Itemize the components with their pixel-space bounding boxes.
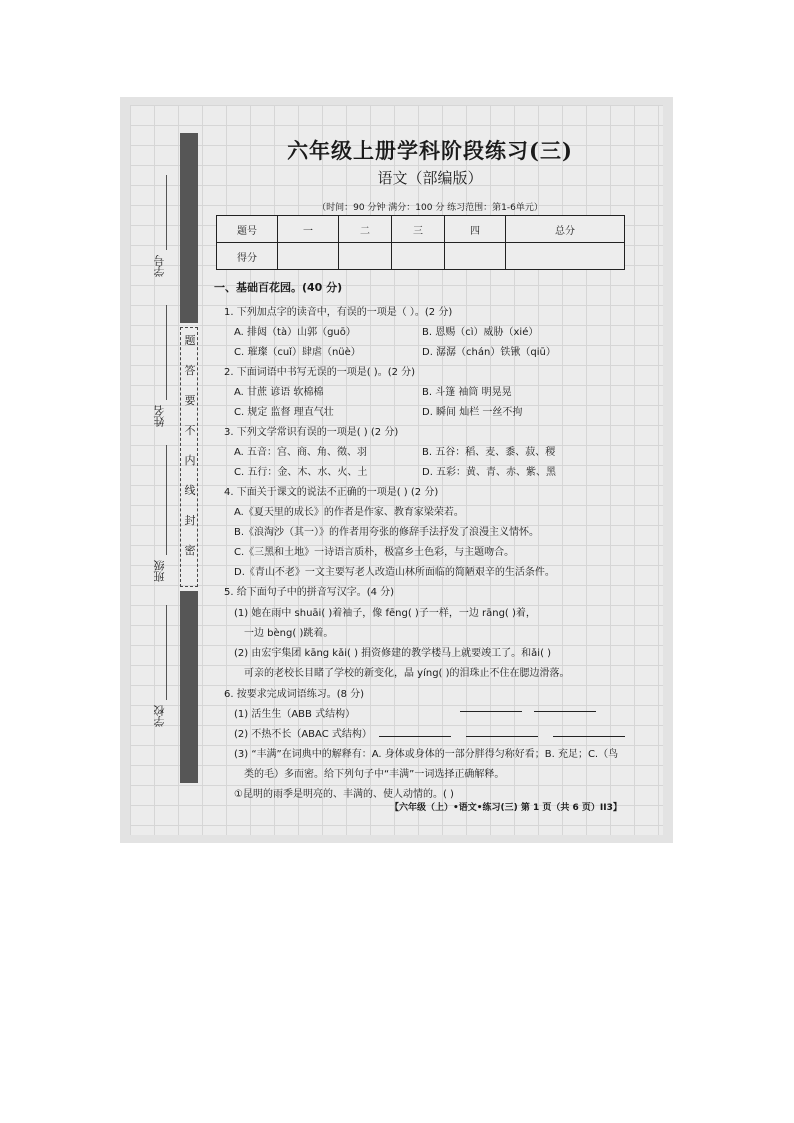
answer-blank[interactable] bbox=[553, 726, 625, 737]
exam-info: （时间：90 分钟 满分：100 分 练习范围：第1-6单元） bbox=[317, 203, 543, 213]
page-footer: 【六年级（上）•语文•练习(三) 第 1 页（共 6 页）II3】 bbox=[390, 803, 622, 813]
score-input-cell[interactable] bbox=[445, 243, 506, 270]
answer-blank[interactable] bbox=[379, 726, 451, 737]
q4-option-d: D.《青山不老》一文主要写老人改造山林所面临的简陋艰辛的生活条件。 bbox=[234, 567, 555, 578]
score-input-cell[interactable] bbox=[339, 243, 392, 270]
class-label: 班级 bbox=[153, 560, 166, 582]
score-cell: 二 bbox=[339, 216, 392, 243]
question-5: 5. 给下面句子中的拼音写汉字。(4 分) bbox=[224, 587, 395, 598]
name-line bbox=[166, 305, 167, 400]
score-cell: 四 bbox=[445, 216, 506, 243]
exam-subtitle: 语文（部编版） bbox=[377, 169, 483, 187]
score-input-cell[interactable] bbox=[278, 243, 339, 270]
seal-char: 封 bbox=[184, 514, 196, 527]
answer-blank[interactable] bbox=[534, 711, 596, 712]
score-table-score-row bbox=[217, 243, 625, 270]
score-cell: 一 bbox=[278, 216, 339, 243]
q6-line-2 bbox=[234, 725, 625, 740]
q4-option-b: B.《浪淘沙（其一）》的作者用夸张的修辞手法抒发了浪漫主义情怀。 bbox=[234, 527, 540, 538]
q4-option-c: C.《三黑和土地》一诗语言质朴，极富乡土色彩，与主题吻合。 bbox=[234, 547, 515, 558]
student-number-label: 学号 bbox=[153, 255, 166, 277]
student-number-line bbox=[166, 175, 167, 250]
score-table bbox=[216, 215, 625, 270]
q5-line-4: 可亲的老校长目睹了学校的新变化，晶 yíng( )的泪珠止不住在腮边滑落。 bbox=[244, 668, 570, 679]
seal-char: 不 bbox=[184, 424, 196, 437]
q5-line-1: (1) 她在雨中 shuāi( )着袖子，像 fēng( )子一样，一边 rāng( )着， bbox=[234, 608, 536, 619]
score-cell: 得分 bbox=[217, 243, 278, 270]
q5-line-3: (2) 由宏宇集团 kāng kǎi( ) 捐资修建的教学楼马上就要竣工了。和ǎi( ) bbox=[234, 648, 552, 659]
q6-line-1 bbox=[234, 705, 355, 720]
seal-char: 题 bbox=[184, 334, 196, 347]
q6-item-2-label: (2) 不热不长（ABAC 式结构） bbox=[234, 729, 372, 740]
seal-line-box bbox=[180, 327, 198, 587]
section-heading: 一、基础百花园。(40 分) bbox=[214, 281, 343, 294]
q3-option-c: C. 五行：金、木、水、火、土 bbox=[234, 467, 368, 478]
q3-option-a: A. 五音：宫、商、角、徵、羽 bbox=[234, 447, 368, 458]
q6-line-3: (3) “丰满”在词典中的解释有：A. 身体或身体的一部分胖得匀称好看；B. 充足；C.（鸟 bbox=[234, 749, 619, 760]
class-line bbox=[166, 445, 167, 555]
q1-option-b: B. 恩赐（cì）威胁（xié） bbox=[422, 327, 539, 338]
q2-option-c: C. 规定 监督 理直气壮 bbox=[234, 407, 334, 418]
q2-option-a: A. 甘蔗 谚语 软棉棉 bbox=[234, 387, 324, 398]
score-input-cell[interactable] bbox=[392, 243, 445, 270]
seal-char: 答 bbox=[184, 364, 196, 377]
seal-char: 线 bbox=[184, 484, 196, 497]
exam-sheet bbox=[130, 105, 663, 835]
photo-frame bbox=[120, 97, 673, 843]
q6-line-4: 类的毛）多而密。给下列句子中“丰满”一词选择正确解释。 bbox=[244, 769, 505, 780]
q1-option-c: C. 璀璨（cuǐ）肆虐（nüè） bbox=[234, 347, 361, 358]
name-label: 姓名 bbox=[153, 405, 166, 427]
seal-char: 内 bbox=[184, 454, 196, 467]
q6-line-5: ①昆明的雨季是明亮的、丰满的、使人动情的。( ) bbox=[234, 789, 454, 800]
question-6: 6. 按要求完成词语练习。(8 分) bbox=[224, 689, 365, 700]
score-table-header-row bbox=[217, 216, 625, 243]
score-cell: 三 bbox=[392, 216, 445, 243]
q6-item-1-label: (1) 活生生（ABB 式结构） bbox=[234, 709, 356, 720]
score-cell: 总分 bbox=[506, 216, 625, 243]
q1-option-a: A. 排闼（tà）山郭（guō） bbox=[234, 327, 356, 338]
school-line bbox=[166, 605, 167, 700]
score-input-cell[interactable] bbox=[506, 243, 625, 270]
q3-option-d: D. 五彩：黄、青、赤、紫、黑 bbox=[422, 467, 557, 478]
exam-title: 六年级上册学科阶段练习(三) bbox=[287, 138, 573, 163]
q5-line-2: 一边 bèng( )跳着。 bbox=[244, 628, 334, 639]
q3-option-b: B. 五谷：稻、麦、黍、菽、稷 bbox=[422, 447, 556, 458]
score-cell: 题号 bbox=[217, 216, 278, 243]
question-2: 2. 下面词语中书写无误的一项是( )。(2 分) bbox=[224, 367, 416, 378]
binding-bar-bottom bbox=[180, 591, 198, 783]
binding-bar-top bbox=[180, 133, 198, 323]
school-label: 学校 bbox=[153, 705, 166, 727]
q2-option-b: B. 斗篷 袖筒 明晃晃 bbox=[422, 387, 512, 398]
question-3: 3. 下列文学常识有误的一项是( ) (2 分) bbox=[224, 427, 399, 438]
answer-blank[interactable] bbox=[466, 726, 538, 737]
seal-char: 要 bbox=[184, 394, 196, 407]
answer-blank[interactable] bbox=[460, 711, 522, 712]
q2-option-d: D. 瞬间 灿栏 一丝不拘 bbox=[422, 407, 523, 418]
question-4: 4. 下面关于课文的说法不正确的一项是( ) (2 分) bbox=[224, 487, 439, 498]
question-1: 1. 下列加点字的读音中，有误的一项是（ ）。(2 分) bbox=[224, 307, 453, 318]
q4-option-a: A.《夏天里的成长》的作者是作家、教育家梁荣若。 bbox=[234, 507, 464, 518]
seal-char: 密 bbox=[184, 544, 196, 557]
q1-option-d: D. 潺潺（chán）铁锹（qiū） bbox=[422, 347, 556, 358]
